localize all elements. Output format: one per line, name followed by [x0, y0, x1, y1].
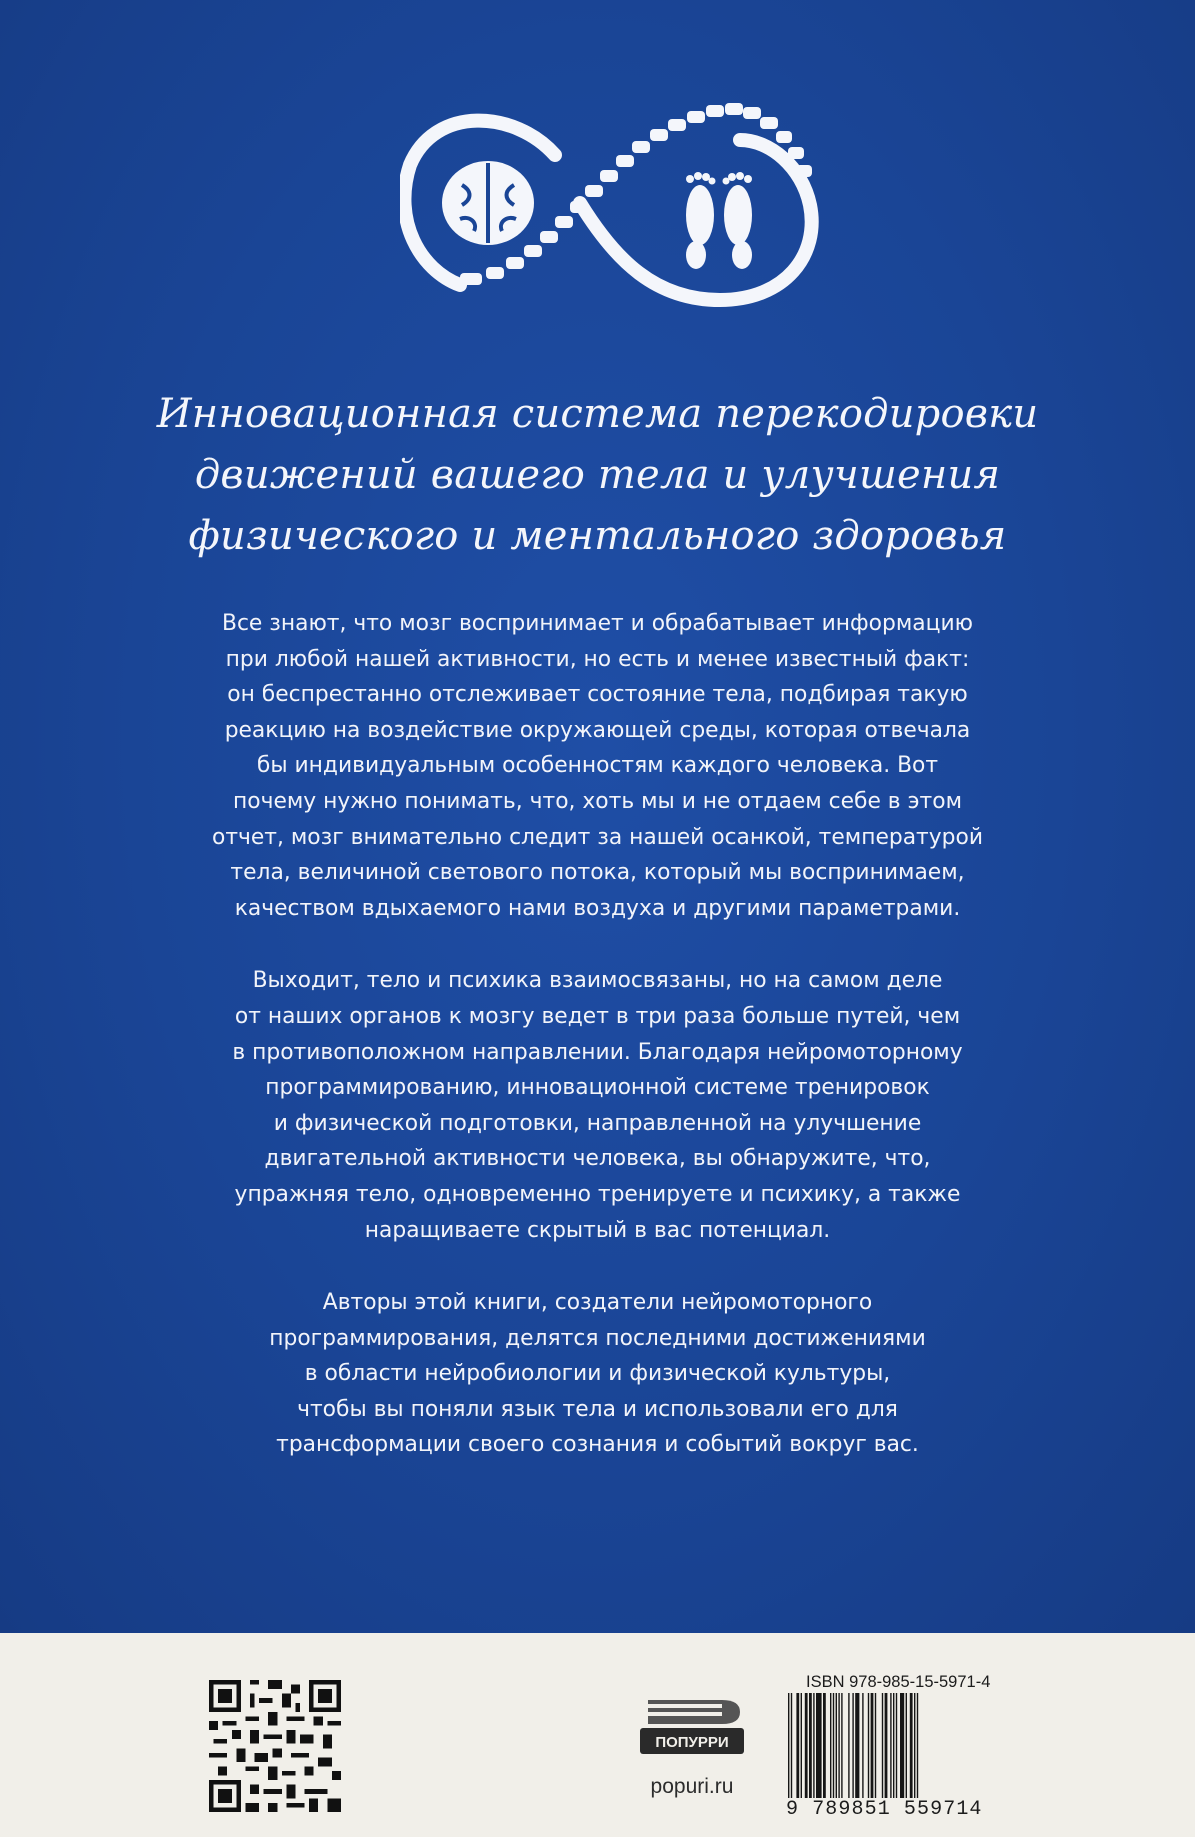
text-line: он беспрестанно отслеживает состояние тела, подбирая такую — [227, 682, 968, 708]
text-line: упражняя тело, одновременно тренируете и психику, а также — [234, 1181, 961, 1207]
text-line: и физической подготовки, направленной на улучшение — [273, 1110, 922, 1136]
text-line: Все знают, что мозг воспринимает и обрабатывает информацию — [221, 611, 974, 636]
infinity-logo — [400, 95, 840, 325]
tagline-line: физического и ментального здоровья — [188, 513, 1007, 559]
publisher-website[interactable]: popuri.ru — [650, 1775, 734, 1798]
text-line: в области нейробиологии и физической культуры, — [304, 1361, 891, 1387]
description-paragraph-3 — [180, 1285, 1015, 1463]
text-line: трансформации своего сознания и событий вокруг вас. — [276, 1432, 919, 1458]
text-line: почему нужно понимать, что, хоть мы и не отдаем себе в этом — [232, 788, 963, 814]
publisher-logo[interactable] — [636, 1690, 748, 1760]
text-line: программирования, делятся последними достижениями — [269, 1325, 926, 1351]
publisher-name: ПОПУРРИ — [655, 1734, 729, 1751]
description-paragraph-1 — [180, 606, 1015, 926]
barcode-digits: 9 789851 559714 — [786, 1798, 983, 1821]
text-line: программированию, инновационной системе тренировок — [265, 1075, 930, 1101]
bottom-strip — [0, 1633, 1195, 1837]
text-line: бы индивидуальным особенностям каждого человека. Вот — [256, 753, 939, 779]
text-line: реакцию на воздействие окружающей среды, которая отвечала — [224, 717, 971, 743]
barcode — [786, 1693, 1012, 1798]
text-line: при любой нашей активности, но есть и менее известный факт: — [225, 646, 970, 672]
text-line: Выходит, тело и психика взаимосвязаны, но на самом деле — [252, 968, 943, 994]
text-line: в противоположном направлении. Благодаря нейромоторному — [232, 1039, 963, 1065]
text-line: Авторы этой книги, создатели нейромоторного — [322, 1290, 873, 1316]
text-line: чтобы вы поняли язык тела и использовали его для — [297, 1396, 898, 1422]
text-line: наращиваете скрытый в вас потенциал. — [364, 1217, 831, 1243]
text-line: отчет, мозг внимательно следит за нашей осанкой, температурой — [211, 824, 983, 850]
text-line: качеством вдыхаемого нами воздуха и другими параметрами. — [234, 895, 961, 921]
tagline-line: Инновационная система перекодировки — [156, 391, 1039, 437]
tagline-line: движений вашего тела и улучшения — [194, 452, 1001, 498]
description-paragraph-2 — [180, 963, 1015, 1248]
tagline — [120, 384, 1075, 567]
qr-code[interactable] — [209, 1680, 341, 1812]
isbn-label: ISBN 978-985-15-5971-4 — [806, 1673, 991, 1691]
footprints-icon — [686, 172, 752, 269]
brain-icon — [442, 161, 534, 245]
description — [180, 606, 1015, 1500]
text-line: от наших органов к мозгу ведет в три раза больше путей, чем — [234, 1003, 961, 1029]
text-line: тела, величиной светового потока, который мы воспринимаем, — [230, 860, 965, 886]
text-line: двигательной активности человека, вы обнаружите, что, — [264, 1146, 931, 1172]
